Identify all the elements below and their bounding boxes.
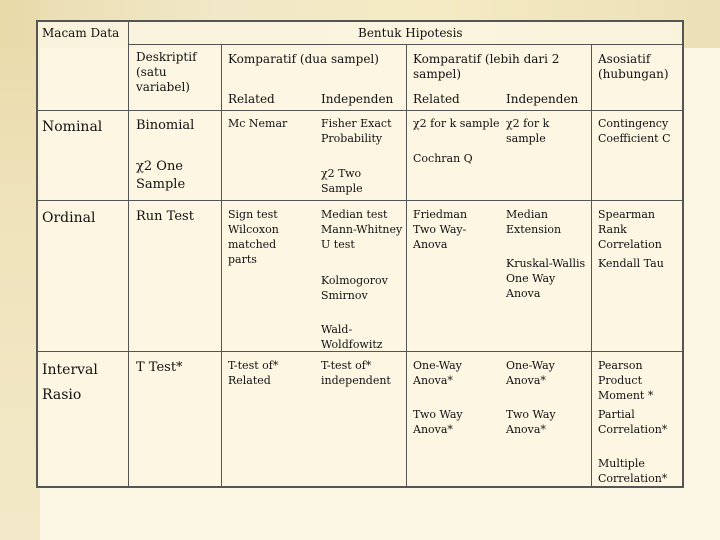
ordinal-dua-independen-1: Median test Mann-Whitney U test: [321, 208, 403, 251]
interval-lebih-related-1: One-Way Anova*: [413, 359, 462, 387]
nominal-lebih-independen: χ2 for k sample: [506, 117, 550, 145]
asosiatif-header: Asosiatif (hubungan): [598, 52, 669, 81]
komparatif-lebih-header: Komparatif (lebih dari 2 sampel): [413, 52, 560, 81]
macam-data-header: Macam Data: [42, 26, 120, 40]
interval-asosiatif-2: Partial Correlation*: [598, 408, 668, 436]
nominal-deskriptif-2: χ2 One Sample: [136, 159, 186, 192]
related-header-2: Related: [413, 92, 460, 106]
independen-header-1: Independen: [321, 92, 394, 106]
header-divider: [128, 44, 684, 45]
row-label-ordinal: Ordinal: [42, 210, 96, 226]
ordinal-dua-related: Sign test Wilcoxon matched parts: [228, 208, 279, 266]
independen-header-2: Independen: [506, 92, 579, 106]
nominal-dua-independen-2: χ2 Two Sample: [321, 167, 363, 195]
deskriptif-header: Deskriptif (satu variabel): [136, 50, 197, 94]
nominal-asosiatif: Contingency Coefficient C: [598, 117, 671, 145]
background-left-strip: [0, 0, 40, 540]
interval-lebih-independen-2: Two Way Anova*: [506, 408, 556, 436]
nominal-dua-related: Mc Nemar: [228, 117, 288, 130]
hypothesis-table: [36, 20, 684, 488]
ordinal-lebih-independen-1: Median Extension: [506, 208, 562, 236]
nominal-deskriptif-1: Binomial: [136, 118, 195, 133]
ordinal-asosiatif-1: Spearman Rank Correlation: [598, 208, 662, 251]
interval-lebih-related-2: Two Way Anova*: [413, 408, 463, 436]
related-header-1: Related: [228, 92, 275, 106]
bentuk-hipotesis-header: Bentuk Hipotesis: [358, 26, 463, 40]
interval-lebih-independen-1: One-Way Anova*: [506, 359, 555, 387]
interval-dua-related: T-test of* Related: [228, 359, 279, 387]
ordinal-lebih-related: Friedman Two Way-Anova: [413, 208, 468, 251]
interval-asosiatif-3: Multiple Correlation*: [598, 457, 668, 485]
nominal-lebih-related-2: Cochran Q: [413, 152, 473, 165]
komparatif-dua-header: Komparatif (dua sampel): [228, 52, 379, 66]
ordinal-lebih-independen-2: Kruskal-Wallis One Way Anova: [506, 257, 586, 300]
row-label-nominal: Nominal: [42, 119, 103, 135]
row-divider-ordinal: [38, 200, 684, 201]
row-label-interval-rasio: Interval Rasio: [42, 362, 98, 403]
interval-deskriptif: T Test*: [136, 360, 183, 375]
nominal-dua-independen-1: Fisher Exact Probability: [321, 117, 392, 145]
interval-asosiatif-1: Pearson Product Moment *: [598, 359, 654, 402]
row-divider-nominal: [38, 110, 684, 111]
ordinal-dua-independen-3: Wald-Woldfowitz: [321, 323, 383, 351]
col-divider-1: [128, 22, 129, 488]
interval-dua-independen: T-test of* independent: [321, 359, 391, 387]
nominal-lebih-related-1: χ2 for k sample: [413, 117, 500, 130]
ordinal-asosiatif-2: Kendall Tau: [598, 257, 664, 270]
ordinal-dua-independen-2: Kolmogorov Smirnov: [321, 274, 388, 302]
ordinal-deskriptif: Run Test: [136, 209, 194, 224]
